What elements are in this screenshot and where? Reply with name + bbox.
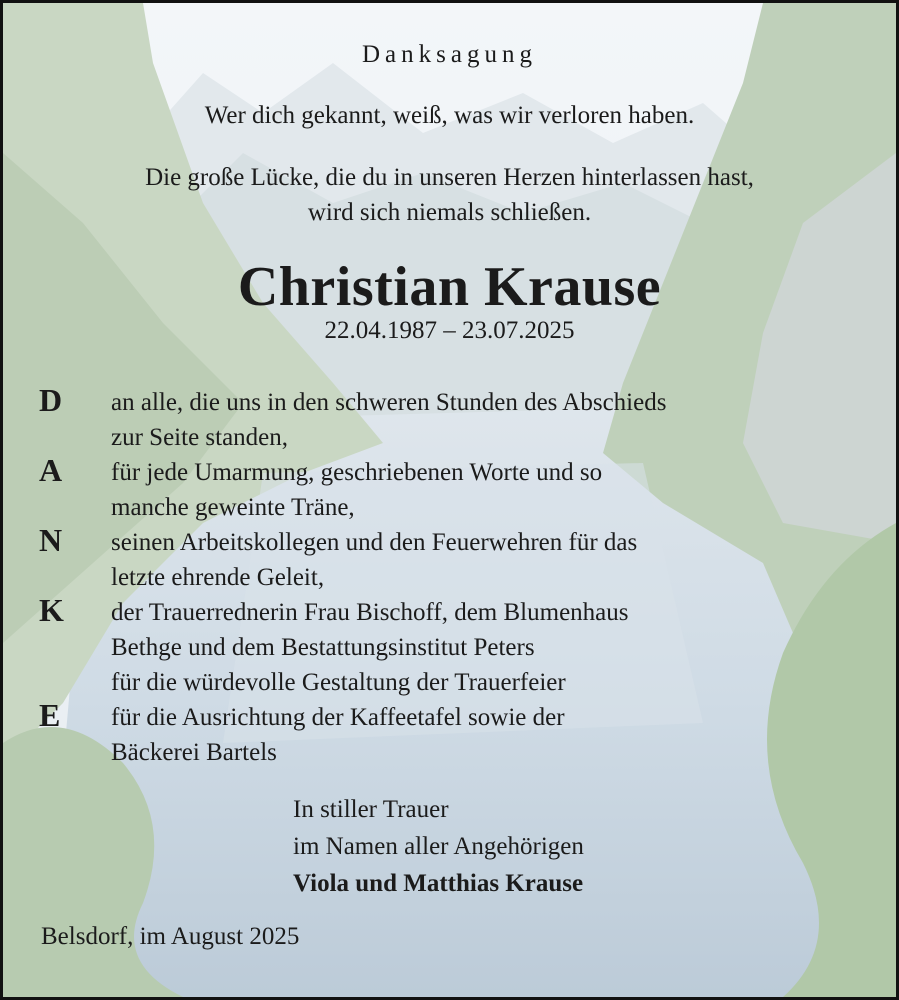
acrostic-letter: A [39, 452, 63, 488]
thanks-text [111, 455, 602, 525]
acrostic-letter: K [39, 592, 64, 628]
thanks-line: für die würdevolle Gestaltung der Trauerfeier [111, 669, 566, 696]
thanks-text [111, 595, 629, 700]
thanks-line: an alle, die uns in den schweren Stunden des Abschieds [111, 389, 667, 416]
signature-names: Viola und Matthias Krause [293, 870, 584, 897]
quote-line: Die große Lücke, die du in unseren Herzen hinterlassen hast, [145, 164, 754, 191]
thanks-line: für die Ausrichtung der Kaffeetafel sowie der [111, 704, 565, 731]
thanks-line: der Trauerrednerin Frau Bischoff, dem Blumenhaus [111, 599, 629, 626]
signature-line: In stiller Trauer [293, 796, 449, 823]
quote-block [3, 160, 896, 230]
acrostic-letter: D [39, 382, 63, 418]
quote-line: Wer dich gekannt, weiß, was wir verloren haben. [204, 102, 695, 129]
deceased-name: Christian Krause [237, 256, 662, 318]
notice-content [3, 3, 896, 997]
thanks-text [111, 525, 637, 595]
thanks-line: zur Seite standen, [111, 424, 289, 451]
thanks-line: für jede Umarmung, geschriebenen Worte und so [111, 459, 603, 486]
thanks-line: Bethge und dem Bestattungsinstitut Peters [111, 634, 535, 661]
thanks-line: letzte ehrende Geleit, [111, 564, 325, 591]
acrostic-letter: E [39, 697, 61, 733]
notice-heading: Danksagung [362, 41, 537, 68]
thanks-text [111, 700, 565, 770]
life-dates: 22.04.1987 – 23.07.2025 [324, 317, 575, 344]
place-date: Belsdorf, im August 2025 [41, 923, 300, 950]
signature-block [293, 791, 584, 902]
acrostic-letter: N [39, 522, 63, 558]
quote-line: wird sich niemals schließen. [307, 199, 592, 226]
thanks-line: manche geweinte Träne, [111, 494, 355, 521]
thanks-line: Bäckerei Bartels [111, 739, 277, 766]
thanks-text [111, 385, 666, 455]
signature-line: im Namen aller Angehörigen [293, 833, 584, 860]
thanks-line: seinen Arbeitskollegen und den Feuerwehren für das [111, 529, 638, 556]
